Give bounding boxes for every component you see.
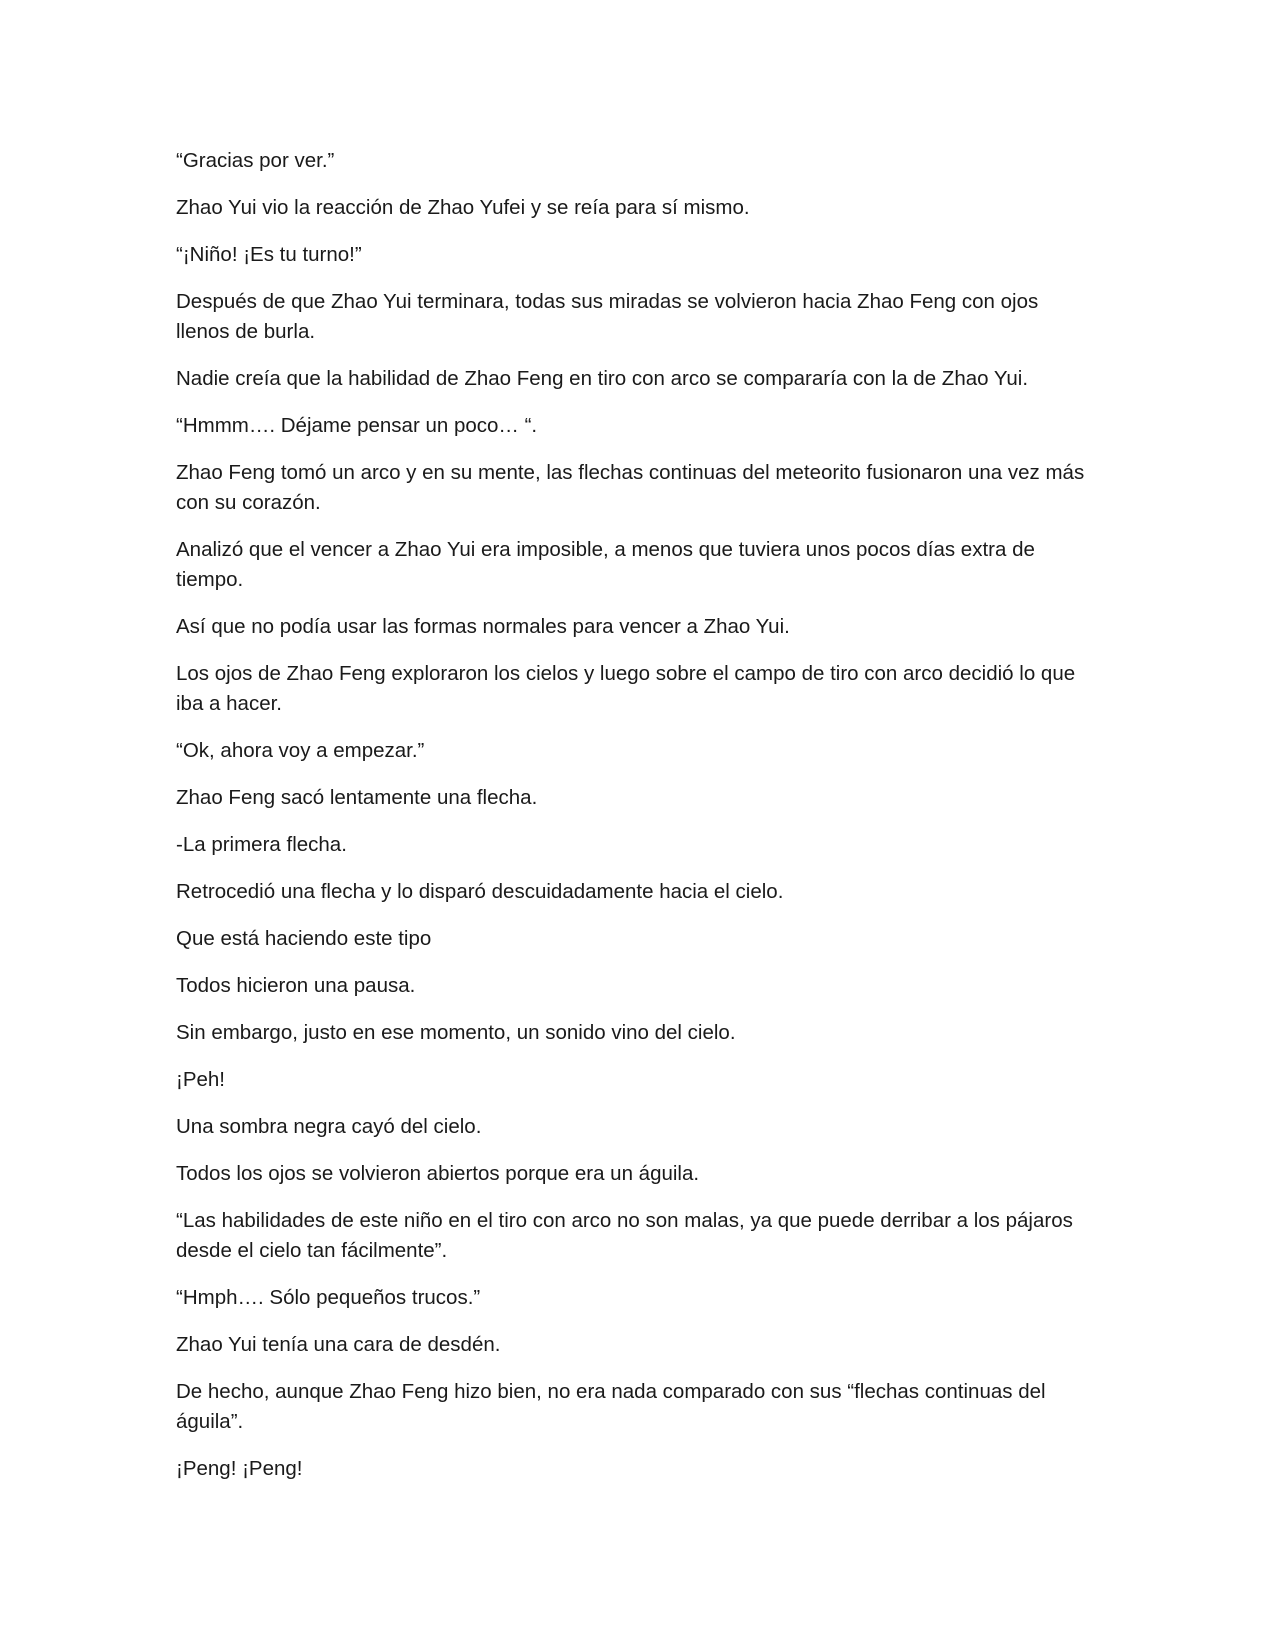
paragraph: Nadie creía que la habilidad de Zhao Feng en tiro con arco se compararía con la de Zhao Yui. bbox=[176, 367, 1029, 390]
paragraph: Zhao Yui vio la reacción de Zhao Yufei y se reía para sí mismo. bbox=[176, 196, 750, 219]
paragraph: Zhao Yui tenía una cara de desdén. bbox=[176, 1333, 501, 1356]
paragraph: Así que no podía usar las formas normales para vencer a Zhao Yui. bbox=[176, 615, 790, 638]
paragraph: “Las habilidades de este niño en el tiro con arco no son malas, ya que puede derribar a los pájaros desde el cielo tan fácilmente”. bbox=[176, 1209, 1073, 1262]
paragraph: Zhao Feng sacó lentamente una flecha. bbox=[176, 786, 538, 809]
document-body bbox=[176, 146, 1096, 1501]
paragraph: ¡Peng! ¡Peng! bbox=[176, 1457, 303, 1480]
paragraph: Retrocedió una flecha y lo disparó descuidadamente hacia el cielo. bbox=[176, 880, 784, 903]
paragraph: Una sombra negra cayó del cielo. bbox=[176, 1115, 482, 1138]
paragraph: Después de que Zhao Yui terminara, todas sus miradas se volvieron hacia Zhao Feng con ojos llenos de burla. bbox=[176, 290, 1039, 343]
paragraph: “¡Niño! ¡Es tu turno!” bbox=[176, 243, 362, 266]
paragraph: Todos los ojos se volvieron abiertos porque era un águila. bbox=[176, 1162, 700, 1185]
paragraph: Los ojos de Zhao Feng exploraron los cielos y luego sobre el campo de tiro con arco decidió lo que iba a hacer. bbox=[176, 662, 1076, 715]
paragraph: “Hmph…. Sólo pequeños trucos.” bbox=[176, 1286, 481, 1309]
paragraph: Analizó que el vencer a Zhao Yui era imposible, a menos que tuviera unos pocos días extra de tiempo. bbox=[176, 538, 1035, 591]
paragraph: ¡Peh! bbox=[176, 1068, 225, 1091]
paragraph: “Ok, ahora voy a empezar.” bbox=[176, 739, 425, 762]
paragraph: -La primera flecha. bbox=[176, 833, 347, 856]
paragraph: Zhao Feng tomó un arco y en su mente, las flechas continuas del meteorito fusionaron una vez más con su corazón. bbox=[176, 461, 1085, 514]
paragraph: Todos hicieron una pausa. bbox=[176, 974, 416, 997]
paragraph: Que está haciendo este tipo bbox=[176, 927, 432, 950]
paragraph: “Gracias por ver.” bbox=[176, 149, 335, 172]
paragraph: “Hmmm…. Déjame pensar un poco… “. bbox=[176, 414, 538, 437]
paragraph: Sin embargo, justo en ese momento, un sonido vino del cielo. bbox=[176, 1021, 736, 1044]
paragraph: De hecho, aunque Zhao Feng hizo bien, no era nada comparado con sus “flechas continuas del águila”. bbox=[176, 1380, 1046, 1433]
